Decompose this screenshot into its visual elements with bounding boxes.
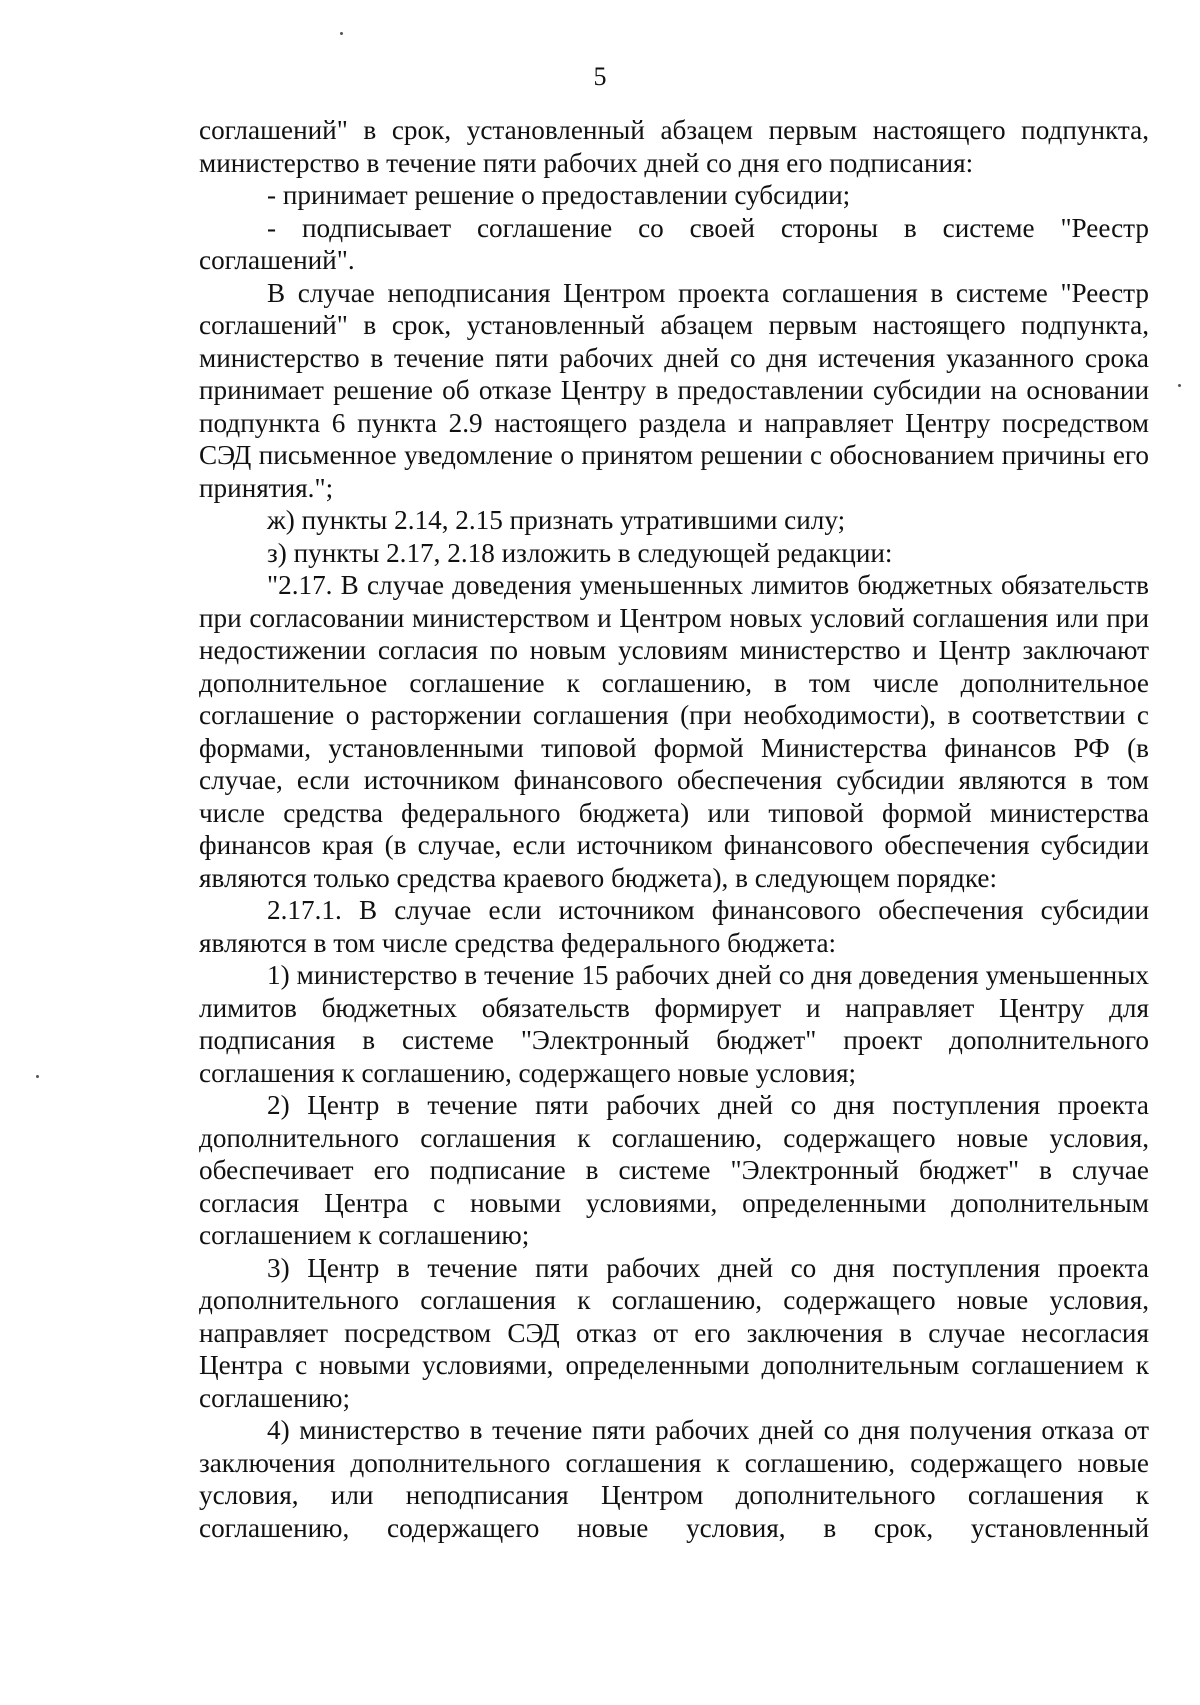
page-number: 5 [593, 62, 607, 91]
scan-speck [340, 32, 343, 35]
list-item: - принимает решение о предоставлении субсидии; [267, 180, 851, 210]
list-item: - подписывает соглашение со своей стороны в системе "Реестр соглашений". [199, 212, 1149, 275]
paragraph: з) пункты 2.17, 2.18 изложить в следующей редакции: [267, 537, 893, 568]
paragraph: 2.17.1. В случае если источником финансового обеспечения субсидии являются в том числе средства федерального бюджета: [199, 895, 1149, 958]
paragraph: В случае неподписания Центром проекта соглашения в системе "Реестр соглашений" в срок, установленный абзацем первым настоящего подпункта, министерство в течение пяти рабочих дней со дня истечения указанного срока принимает решение об отказе Центру в предоставлении субсидии на основании подпункта 6 пункта 2.9 настоящего раздела и направляет Центру посредством СЭД письменное уведомление о принятом решении с обоснованием причины его принятия."; [199, 277, 1149, 503]
paragraph: ж) пункты 2.14, 2.15 признать утратившими силу; [267, 505, 846, 535]
list-item: 4) министерство в течение пяти рабочих дней со дня получения отказа от заключения дополнительного соглашения к соглашению, содержащего новые условия, или неподписания Центром дополнительного соглашения к соглашению, содержащего новые условия, в срок, установленный [199, 1415, 1149, 1543]
list-item: 1) министерство в течение 15 рабочих дней со дня доведения уменьшенных лимитов бюджетных обязательств формирует и направляет Центру для подписания в системе "Электронный бюджет" проект дополнительного соглашения к соглашению, содержащего новые условия; [199, 960, 1149, 1088]
scan-speck [36, 1075, 39, 1078]
document-body [199, 114, 1149, 1544]
scan-speck [1178, 384, 1181, 387]
list-item: 3) Центр в течение пяти рабочих дней со дня поступления проекта дополнительного соглашения к соглашению, содержащего новые условия, направляет посредством СЭД отказ от его заключения в случае несогласия Центра с новыми условиями, определенными дополнительным соглашением к соглашению; [199, 1252, 1149, 1413]
paragraph: "2.17. В случае доведения уменьшенных лимитов бюджетных обязательств при согласовании министерством и Центром новых условий соглашения или при недостижении согласия по новым условиям министерство и Центр заключают дополнительное соглашение к соглашению, в том числе дополнительное соглашение о расторжении соглашения (при необходимости), в соответствии с формами, установленными типовой формой Министерства финансов РФ (в случае, если источником финансового обеспечения субсидии являются в том числе средства федерального бюджета) или типовой формой министерства финансов края (в случае, если источником финансового обеспечения субсидии являются только средства краевого бюджета), в следующем порядке: [199, 570, 1149, 893]
list-item: 2) Центр в течение пяти рабочих дней со дня поступления проекта дополнительного соглашения к соглашению, содержащего новые условия, обеспечивает его подписание в системе "Электронный бюджет" в случае согласия Центра с новыми условиями, определенными дополнительным соглашением к соглашению; [199, 1090, 1149, 1250]
paragraph: соглашений" в срок, установленный абзацем первым настоящего подпункта, министерство в течение пяти рабочих дней со дня его подписания: [199, 115, 1149, 178]
